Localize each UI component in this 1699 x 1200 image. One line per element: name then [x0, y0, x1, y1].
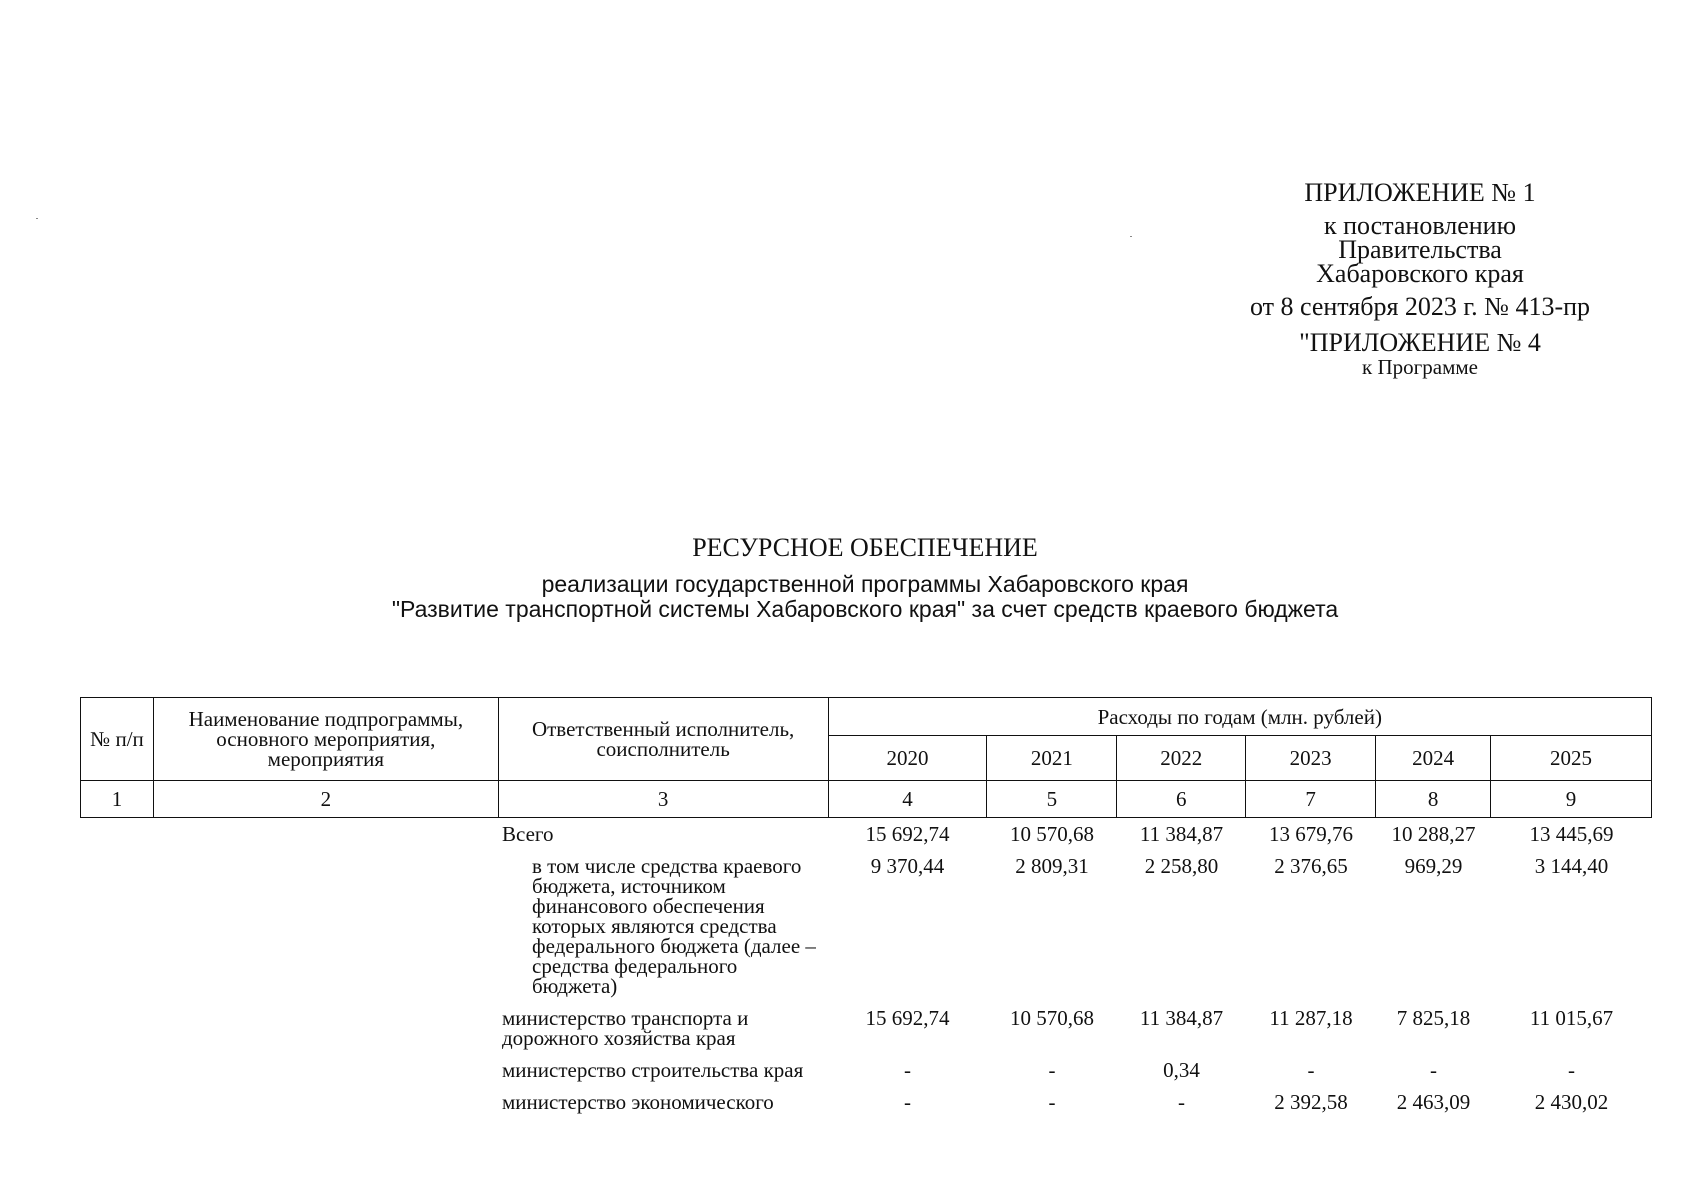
- resource-table-body: [80, 822, 1652, 1114]
- row-label: Всего: [502, 822, 554, 846]
- header-executor: Ответственный исполнитель, соисполнитель: [498, 698, 828, 781]
- appendix-line: Хабаровского края: [1316, 259, 1524, 288]
- row-label: министерство строительства края: [502, 1058, 804, 1082]
- appendix-date: от 8 сентября 2023 г. № 413-пр: [1249, 292, 1591, 321]
- appendix-line: Правительства: [1338, 235, 1502, 264]
- value-cell: 13 445,69: [1529, 822, 1614, 846]
- value-cell: -: [904, 1058, 911, 1082]
- row-label: министерство экономического: [502, 1090, 774, 1114]
- header-year: 2021: [987, 736, 1117, 781]
- value-cell: -: [1568, 1058, 1575, 1082]
- value-cell: 15 692,74: [865, 822, 950, 846]
- row-name-cell: [153, 822, 498, 846]
- appendix-subtitle: "ПРИЛОЖЕНИЕ № 4: [1299, 328, 1541, 357]
- table-row: [80, 846, 1652, 998]
- value-cell: -: [1430, 1058, 1437, 1082]
- value-cell: -: [1178, 1090, 1185, 1114]
- value-cell: 0,34: [1163, 1058, 1200, 1082]
- value-cell: 2 258,80: [1144, 854, 1219, 878]
- column-number: 5: [987, 781, 1117, 818]
- row-name-cell: [153, 1082, 498, 1114]
- row-name-cell: [153, 998, 498, 1050]
- document-subtitle-line: "Развитие транспортной системы Хабаровского края" за счет средств краевого бюджета: [391, 596, 1339, 622]
- scan-speck: [1130, 236, 1132, 237]
- value-cell: -: [904, 1090, 911, 1114]
- document-subtitle: [0, 572, 1699, 622]
- header-expenses: Расходы по годам (млн. рублей): [828, 698, 1651, 736]
- value-cell: 3 144,40: [1534, 854, 1609, 878]
- column-number: 1: [81, 781, 154, 818]
- column-number: 4: [828, 781, 987, 818]
- column-number: 3: [498, 781, 828, 818]
- document-subtitle-line: реализации государственной программы Хабаровского края: [541, 571, 1189, 597]
- appendix-header: [1180, 180, 1660, 378]
- value-cell: 11 384,87: [1139, 1006, 1224, 1030]
- column-number: 7: [1246, 781, 1376, 818]
- column-number: 8: [1376, 781, 1491, 818]
- value-cell: 7 825,18: [1396, 1006, 1471, 1030]
- row-label: в том числе средства краевого бюджета, источником финансового обеспечения которых являются средства федерального бюджета (далее – средства федерального бюджета): [532, 854, 816, 998]
- value-cell: 2 809,31: [1015, 854, 1089, 878]
- column-number: 6: [1117, 781, 1246, 818]
- header-name: Наименование подпрограммы, основного мероприятия, мероприятия: [153, 698, 498, 781]
- value-cell: 10 570,68: [1010, 1006, 1094, 1030]
- row-num-cell: [80, 998, 153, 1050]
- header-year: 2025: [1491, 736, 1652, 781]
- value-cell: 11 015,67: [1529, 1006, 1614, 1030]
- row-name-cell: [153, 1050, 498, 1082]
- document-title: РЕСУРСНОЕ ОБЕСПЕЧЕНИЕ: [692, 533, 1038, 562]
- appendix-title: ПРИЛОЖЕНИЕ № 1: [1304, 178, 1536, 207]
- resource-table-header: [80, 697, 1652, 818]
- column-number: 9: [1491, 781, 1652, 818]
- column-number: 2: [153, 781, 498, 818]
- row-num-cell: [80, 846, 153, 998]
- value-cell: 13 679,76: [1269, 822, 1353, 846]
- header-num: № п/п: [81, 698, 154, 781]
- row-num-cell: [80, 1082, 153, 1114]
- value-cell: 15 692,74: [865, 1006, 950, 1030]
- table-row: [80, 1050, 1652, 1082]
- value-cell: -: [1307, 1058, 1315, 1082]
- value-cell: -: [1048, 1090, 1056, 1114]
- value-cell: 10 288,27: [1391, 822, 1476, 846]
- row-label: министерство транспорта и дорожного хозяйства края: [502, 1006, 749, 1050]
- value-cell: 9 370,44: [870, 854, 945, 878]
- value-cell: 969,29: [1404, 854, 1463, 878]
- scan-speck: [36, 218, 38, 219]
- value-cell: 11 384,87: [1139, 822, 1224, 846]
- table-row: [80, 998, 1652, 1050]
- value-cell: 2 430,02: [1534, 1090, 1609, 1114]
- row-name-cell: [153, 846, 498, 998]
- header-year: 2023: [1246, 736, 1376, 781]
- table-row: [80, 1082, 1652, 1114]
- table-row: [80, 822, 1652, 846]
- value-cell: 2 376,65: [1274, 854, 1348, 878]
- row-num-cell: [80, 1050, 153, 1082]
- header-year: 2020: [828, 736, 987, 781]
- header-year: 2024: [1376, 736, 1491, 781]
- appendix-line: к постановлению: [1323, 211, 1517, 240]
- value-cell: -: [1048, 1058, 1056, 1082]
- value-cell: 11 287,18: [1269, 1006, 1353, 1030]
- header-year: 2022: [1117, 736, 1246, 781]
- appendix-subline: к Программе: [1362, 355, 1478, 379]
- row-num-cell: [80, 822, 153, 846]
- value-cell: 2 392,58: [1274, 1090, 1348, 1114]
- value-cell: 10 570,68: [1010, 822, 1094, 846]
- value-cell: 2 463,09: [1396, 1090, 1471, 1114]
